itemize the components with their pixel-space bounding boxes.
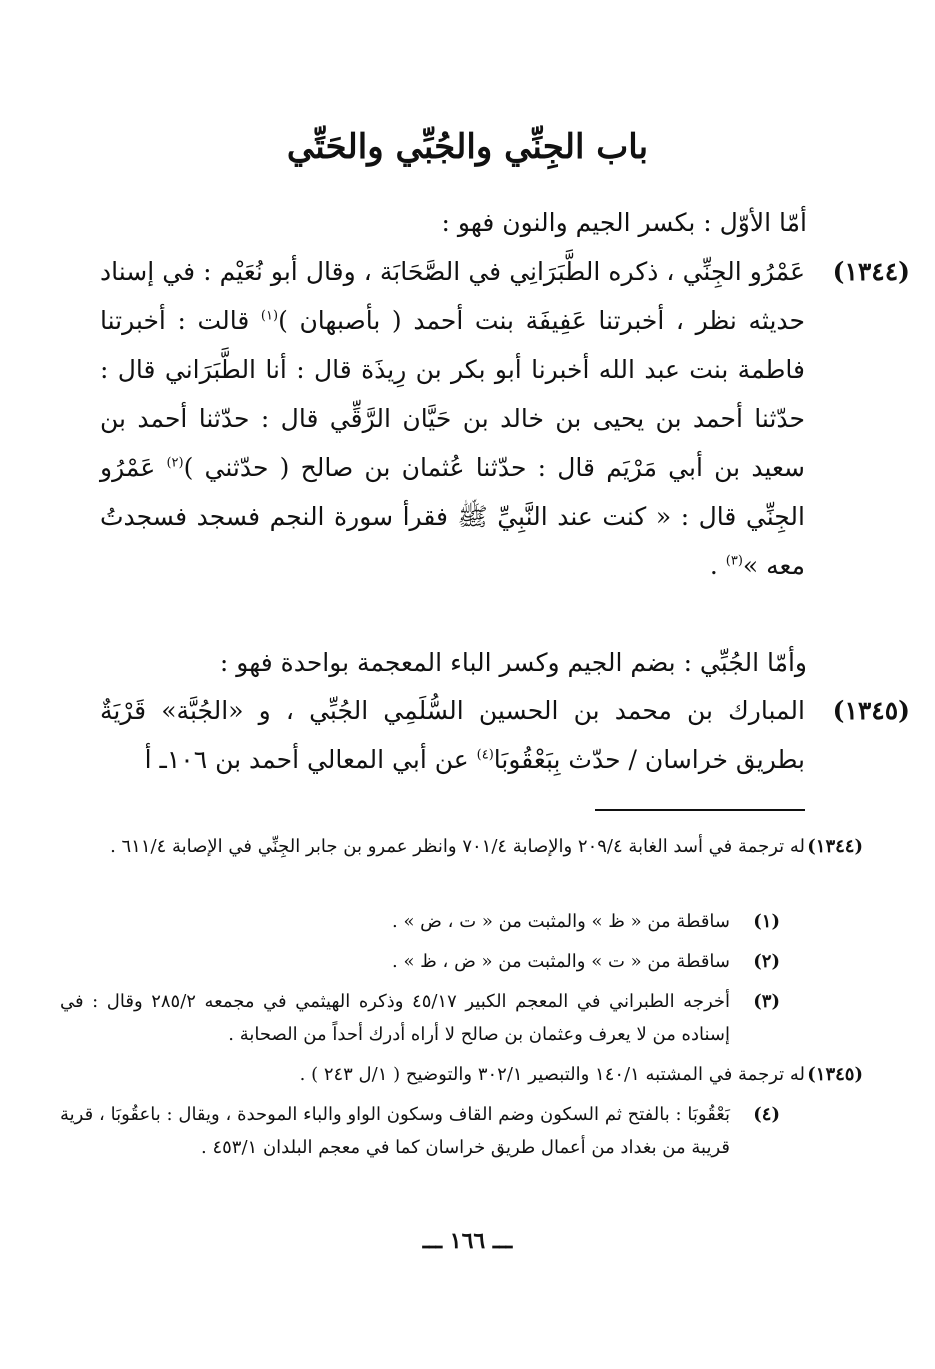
footnote-text: له ترجمة في أسد الغابة ٢٠٩/٤ والإصابة ٧٠١/٤ وانظر عمرو بن جابر الجِنِّي في الإصابة ٦١١/٤ . (110, 836, 805, 857)
footnote-1344 (60, 830, 863, 863)
chapter-title: باب الجِنِّي والجُبِّي والحَتِّي (286, 127, 649, 167)
entry-number: (١٣٤٤) (832, 257, 910, 286)
footnote-ref: (٤) (476, 747, 494, 763)
page-number: ـــ ١٦٦ ـــ (422, 1228, 513, 1254)
footnote-text: ساقطة من « ت » والمثبت من « ض ، ظ » . (392, 951, 730, 972)
footnote-ref: (٣) (725, 553, 743, 569)
footnote-number: (٤) (753, 1104, 780, 1125)
footnote-3 (60, 985, 780, 1051)
intro-second: وأمّا الجُبِّي : بضم الجيم وكسر الباء المعجمة بواحدة فهو : (219, 648, 807, 677)
footnote-ref: (٢) (166, 455, 184, 471)
intro-first: أمّا الأوّل : بكسر الجيم والنون فهو : (441, 208, 807, 237)
footnote-number: (١) (753, 911, 780, 932)
entry-text: عَمْرُو الجِنِّي ، ذكره الطَّبَرَانِي في الصَّحَابَة ، وقال أبو نُعَيْم : في إسناد حديثه نظر ، أخبرتنا عَفِيفَة بنت أحمد ( بأصبهان )$^{(١)}$ قالت : أخبرتنا فاطمة بنت عبد الله أخبرنا أبو بكر بن رِيذَة قال : أنا الطَّبَرَاني قال : حدّثنا أحمد بن يحيى بن خالد بن حَيَّان الرَّقِّي قال : حدّثنا أحمد بن سعيد بن أبي مَرْيَم قال : حدّثنا عُثمان بن صالح ( حدّثني )$^{(٢)}$ عَمْرُو الجِنِّي قال : « كنت عند النَّبِيِّ ﷺ فقرأ سورة النجم فسجد فسجدتُ معه »$^{(٣)}$ . (100, 257, 805, 580)
footnote-separator (595, 809, 805, 811)
footnote-ref: (١) (260, 308, 279, 324)
entry-number: (١٣٤٥) (832, 696, 910, 725)
entry-1344 (100, 247, 910, 590)
footnote-number: (١٣٤٥) (807, 1064, 863, 1085)
footnote-number: (١٣٤٤) (807, 836, 863, 857)
footnote-number: (٣) (753, 991, 780, 1012)
footnote-text: بَعْقُوبَا : بالفتح ثم السكون وضم القاف وسكون الواو والباء الموحدة ، ويقال : باعقُوبَا ، قرية قريبة من بغداد من أعمال طريق خراسان كما في معجم البلدان ٤٥٣/١ . (60, 1104, 730, 1158)
footnote-text: ساقطة من « ظ » والمثبت من « ت ، ض » . (392, 911, 730, 932)
footnote-text: أخرجه الطبراني في المعجم الكبير ٤٥/١٧ وذكره الهيثمي في مجمعه ٢٨٥/٢ وقال : في إسناده من لا يعرف وعثمان بن صالح لا أراه أدرك أحداً من الصحابة . (60, 991, 731, 1045)
entry-text: المبارك بن محمد بن الحسين السُّلَمِي الجُبِّي ، و «الجُبَّة» قَرْيَةٌ بطريق خراسان / حدّث بِبَعْقُوبَا$^{(٤)}$ عن أبي المعالي أحمد بن ١٠٦ـ أ (100, 696, 805, 774)
footnote-4 (60, 1098, 780, 1164)
entry-1345 (100, 686, 910, 784)
footnote-text: له ترجمة في المشتبه ١٤٠/١ والتبصير ٣٠٢/١ والتوضيح ( ١/ل ٢٤٣ ) . (299, 1064, 805, 1085)
footnote-1345 (60, 1058, 863, 1091)
footnote-1 (60, 905, 780, 938)
footnote-2 (60, 945, 780, 978)
footnote-number: (٢) (753, 951, 780, 972)
